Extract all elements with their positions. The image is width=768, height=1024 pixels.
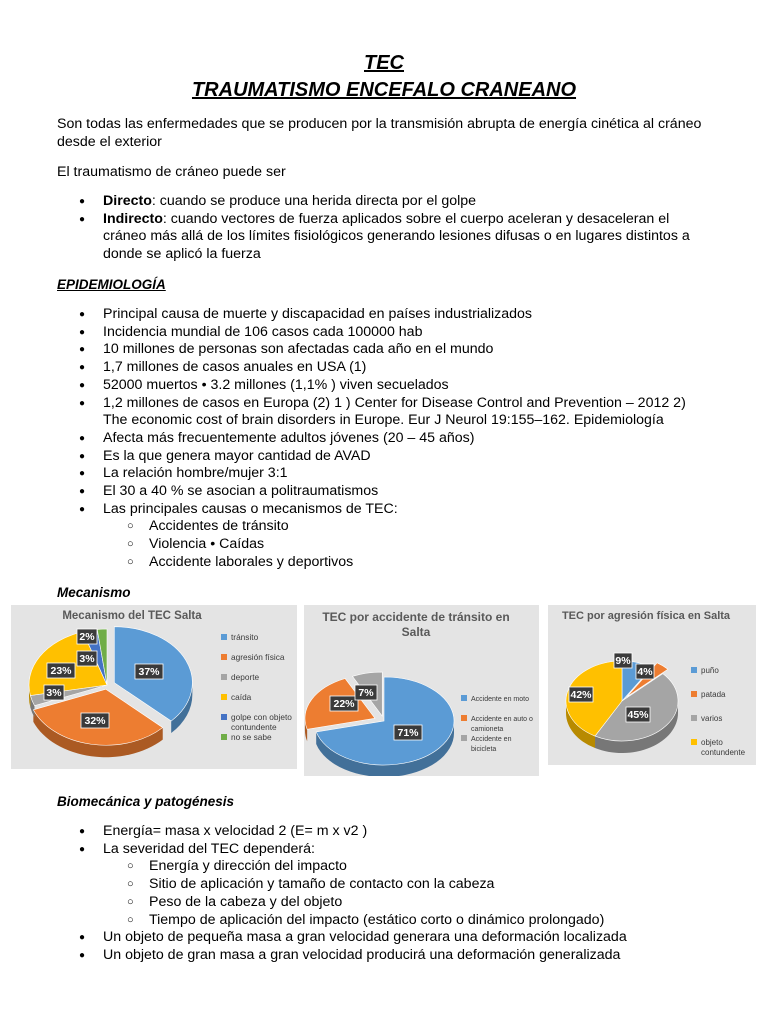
epidemiology-item bbox=[57, 377, 717, 395]
biomecanica-item-text: La severidad del TEC dependerá: bbox=[103, 840, 315, 857]
legend-swatch bbox=[221, 674, 227, 680]
legend-label: objeto bbox=[701, 738, 723, 747]
types-lead-text: El traumatismo de cráneo puede ser bbox=[57, 164, 286, 180]
legend-label: deporte bbox=[231, 672, 260, 682]
legend-label: varios bbox=[701, 714, 723, 723]
biomecanica-item: ● Un objeto de gran masa a gran velocidad producirá una deformación generalizada bbox=[57, 947, 717, 965]
legend-swatch bbox=[221, 694, 227, 700]
epidemiology-item bbox=[57, 465, 717, 483]
epidemiology-item bbox=[57, 341, 717, 359]
legend-label: Accidente en bbox=[471, 736, 512, 743]
chart-title: Salta bbox=[401, 625, 431, 639]
legend-label: patada bbox=[701, 690, 726, 699]
legend-label: camioneta bbox=[471, 726, 504, 733]
biomecanica-sub-item: ○ Energía y dirección del impacto bbox=[103, 858, 717, 876]
legend-label: golpe con objeto bbox=[231, 712, 292, 722]
type-description: donde se aplicó la fuerza bbox=[103, 246, 261, 263]
data-label: 42% bbox=[570, 689, 592, 701]
chart-title: TEC por accidente de tránsito en bbox=[322, 610, 510, 624]
type-term: Directo bbox=[103, 193, 152, 209]
legend-swatch bbox=[691, 715, 697, 721]
epidemiology-item-text: Principal causa de muerte y discapacidad en países industrializados bbox=[103, 306, 533, 322]
biomecanica-heading: Biomecánica y patogénesis bbox=[57, 794, 235, 809]
legend-swatch bbox=[461, 695, 467, 701]
type-description: cráneo más allá de los límites fisiológicos generando lesiones difusas o en lugares distintos a bbox=[103, 228, 690, 245]
type-description: : cuando vectores de fuerza aplicados sobre el cuerpo aceleran y desaceleran el bbox=[162, 210, 670, 227]
epidemiology-item-text: 1,7 millones de casos anuales en USA (1) bbox=[103, 359, 367, 376]
legend-label: bicicleta bbox=[471, 746, 497, 753]
chart-mecanismo-tec-salta bbox=[11, 605, 297, 769]
chart-title: TEC por agresión física en Salta bbox=[561, 610, 731, 622]
data-label: 7% bbox=[358, 687, 374, 699]
biomecanica-sub-list bbox=[103, 858, 717, 929]
type-description: : cuando se produce una herida directa por el golpe bbox=[151, 193, 477, 209]
type-list-item bbox=[57, 193, 717, 211]
legend-label: puño bbox=[701, 666, 719, 675]
legend-swatch bbox=[221, 654, 227, 660]
epidemiology-item bbox=[57, 501, 717, 572]
data-label: 71% bbox=[397, 727, 419, 739]
epidemiology-item bbox=[57, 359, 717, 377]
doc-title-acronym: TEC bbox=[364, 52, 404, 74]
epidemiology-sub-item: ○ Violencia • Caídas bbox=[103, 536, 717, 554]
epidemiology-item-text: 1,2 millones de casos en Europa (2) 1 ) Center for Disease Control and Prevention – 2012 2) bbox=[103, 394, 686, 411]
data-label: 45% bbox=[627, 709, 649, 721]
chart-transito-salta bbox=[304, 605, 539, 776]
epidemiology-item bbox=[57, 395, 717, 430]
biomecanica-item bbox=[57, 823, 717, 841]
epidemiology-item-text: El 30 a 40 % se asocian a politraumatismos bbox=[103, 483, 379, 500]
data-label: 9% bbox=[615, 655, 631, 667]
legend-swatch bbox=[461, 735, 467, 741]
type-list-item bbox=[57, 211, 717, 264]
data-label: 3% bbox=[79, 653, 95, 665]
epidemiology-list bbox=[57, 306, 717, 572]
epidemiology-item bbox=[57, 306, 717, 324]
data-label: 32% bbox=[84, 715, 106, 727]
data-label: 22% bbox=[333, 698, 355, 710]
biomecanica-list bbox=[57, 823, 717, 965]
data-label: 2% bbox=[79, 631, 95, 643]
legend-swatch bbox=[461, 715, 467, 721]
intro-paragraph-line-1: Son todas las enfermedades que se producen por la transmisión abrupta de energía cinética al cráneo bbox=[57, 116, 702, 132]
legend-label: Accidente en auto o bbox=[471, 716, 533, 723]
legend-label: no se sabe bbox=[231, 732, 272, 742]
epidemiology-item bbox=[57, 430, 717, 448]
epidemiology-sub-item: ○ Accidentes de tránsito bbox=[103, 518, 717, 536]
epidemiology-item-text: 10 millones de personas son afectadas cada año en el mundo bbox=[103, 341, 494, 358]
legend-swatch bbox=[221, 634, 227, 640]
type-term: Indirecto bbox=[103, 210, 163, 227]
data-label: 23% bbox=[50, 665, 72, 677]
chart-title: Mecanismo del TEC Salta bbox=[62, 610, 202, 622]
data-label: 4% bbox=[637, 666, 653, 678]
legend-label: Accidente en moto bbox=[471, 696, 529, 703]
data-label: 3% bbox=[46, 687, 62, 699]
doc-title-full: TRAUMATISMO ENCEFALO CRANEANO bbox=[191, 79, 577, 101]
legend-label: contundente bbox=[701, 748, 746, 757]
legend-swatch bbox=[221, 714, 227, 720]
intro-paragraph-line-2: desde el exterior bbox=[57, 134, 162, 150]
epidemiology-item-text: Las principales causas o mecanismos de TEC: bbox=[103, 500, 398, 517]
biomecanica-sub-item: ○ Sitio de aplicación y tamaño de contacto con la cabeza bbox=[103, 876, 717, 894]
biomecanica-item-text: Energía= masa x velocidad 2 (E= m x v2 ) bbox=[103, 823, 368, 839]
data-label: 37% bbox=[138, 666, 160, 678]
legend-swatch bbox=[691, 739, 697, 745]
epidemiology-item-text: 52000 muertos • 3.2 millones (1,1% ) viven secuelados bbox=[103, 376, 449, 393]
legend-label: agresión física bbox=[231, 652, 285, 662]
epidemiology-item-text: Afecta más frecuentemente adultos jóvenes (20 – 45 años) bbox=[103, 429, 475, 446]
epidemiology-item-text: Incidencia mundial de 106 casos cada 100000 hab bbox=[103, 323, 423, 340]
chart-agresion-salta bbox=[548, 605, 756, 765]
epidemiology-heading: EPIDEMIOLOGÍA bbox=[57, 277, 166, 292]
biomecanica-sub-item: ○ Tiempo de aplicación del impacto (estático corto o dinámico prolongado) bbox=[103, 912, 717, 930]
legend-swatch bbox=[691, 691, 697, 697]
epidemiology-item bbox=[57, 483, 717, 501]
epidemiology-item bbox=[57, 448, 717, 466]
legend-label: contundente bbox=[231, 722, 277, 732]
epidemiology-sub-item: ○ Accidente laborales y deportivos bbox=[103, 554, 717, 572]
legend-swatch bbox=[691, 667, 697, 673]
mecanismo-heading: Mecanismo bbox=[57, 585, 131, 600]
legend-label: caída bbox=[231, 692, 252, 702]
biomecanica-item: ● Un objeto de pequeña masa a gran velocidad generara una deformación localizada bbox=[57, 929, 717, 947]
types-list bbox=[57, 193, 717, 264]
legend-label: tránsito bbox=[231, 632, 259, 642]
epidemiology-sub-list bbox=[103, 518, 717, 571]
biomecanica-sub-item: ○ Peso de la cabeza y del objeto bbox=[103, 894, 717, 912]
epidemiology-item-text: The economic cost of brain disorders in Europe. Eur J Neurol 19:155–162. Epidemiología bbox=[103, 412, 664, 429]
epidemiology-item-text: La relación hombre/mujer 3:1 bbox=[103, 465, 288, 482]
biomecanica-item bbox=[57, 841, 717, 930]
legend-swatch bbox=[221, 734, 227, 740]
epidemiology-item-text: Es la que genera mayor cantidad de AVAD bbox=[103, 447, 371, 464]
epidemiology-item bbox=[57, 324, 717, 342]
